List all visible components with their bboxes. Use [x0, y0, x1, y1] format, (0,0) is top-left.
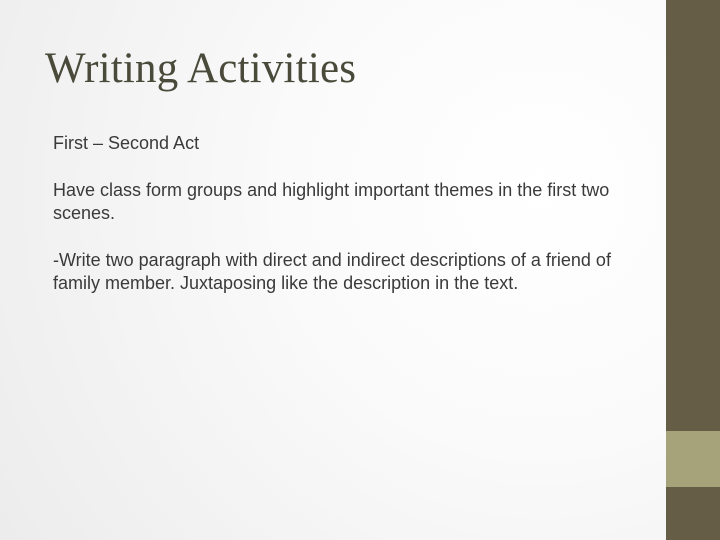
slide-title: Writing Activities [45, 45, 357, 92]
decorative-sidebar [666, 0, 720, 540]
body-paragraph-group-activity: Have class form groups and highlight important themes in the first two scenes. [53, 180, 610, 223]
body-paragraph-writing-task: -Write two paragraph with direct and indirect descriptions of a friend of family member. Juxtaposing like the description in the text. [53, 250, 611, 293]
slide-body [53, 132, 643, 319]
body-paragraph-act: First – Second Act [53, 133, 200, 153]
sidebar-dark-band-top [666, 0, 720, 431]
sidebar-light-band [666, 431, 720, 487]
sidebar-dark-band-bottom [666, 487, 720, 540]
